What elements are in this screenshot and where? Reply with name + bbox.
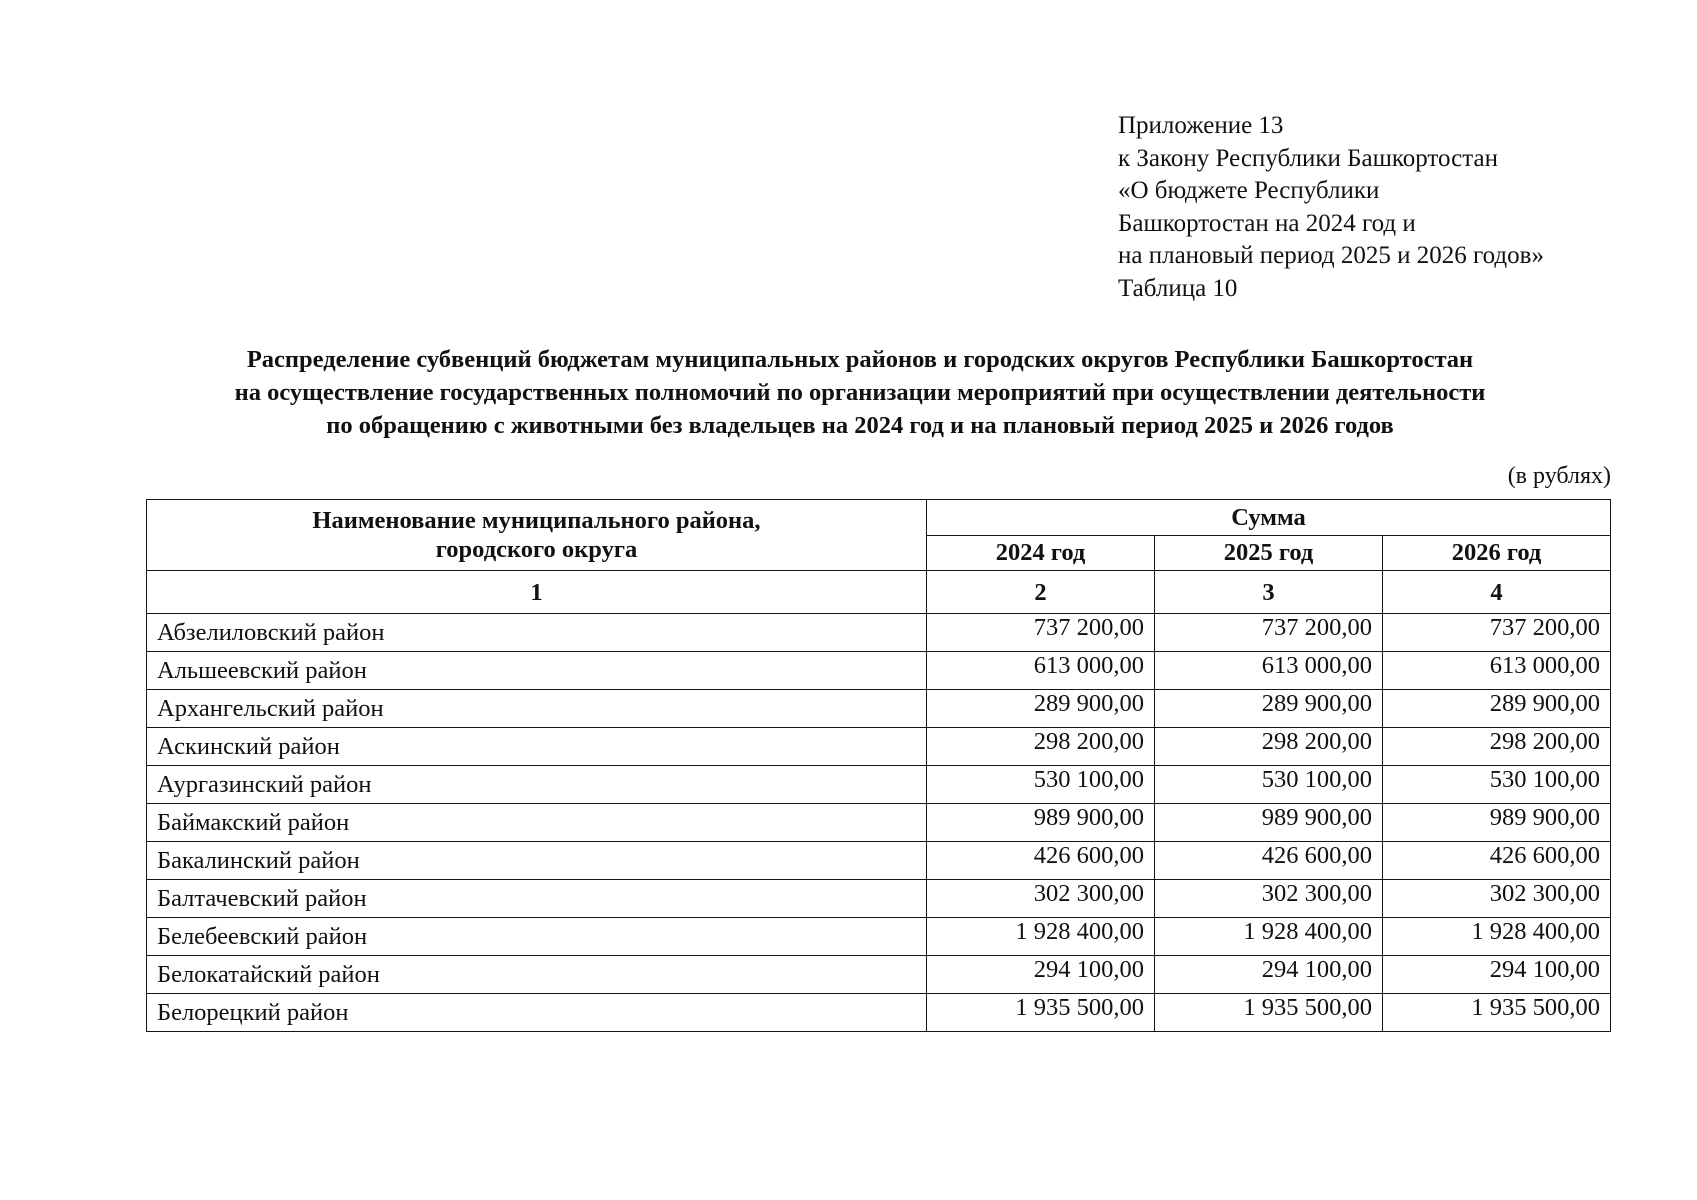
appendix-line: Таблица 10	[1118, 274, 1238, 302]
amount-2025: 1 935 500,00	[1155, 994, 1383, 1032]
appendix-line: «О бюджете Республики	[1118, 177, 1380, 204]
amount-2024: 1 935 500,00	[927, 994, 1155, 1032]
amount-2026: 302 300,00	[1383, 880, 1611, 918]
header-year-2025: 2025 год	[1155, 535, 1383, 571]
table-row	[147, 614, 1611, 652]
column-number: 2	[927, 571, 1155, 614]
appendix-line: Приложение 13	[1118, 112, 1284, 139]
units-note: (в рублях)	[1507, 463, 1611, 489]
amount-2026: 613 000,00	[1383, 652, 1611, 690]
district-name: Белокатайский район	[147, 956, 927, 994]
amount-2025: 294 100,00	[1155, 956, 1383, 994]
amount-2024: 989 900,00	[927, 804, 1155, 842]
amount-2026: 426 600,00	[1383, 842, 1611, 880]
district-name: Альшеевский район	[147, 652, 927, 690]
amount-2025: 302 300,00	[1155, 880, 1383, 918]
amount-2024: 302 300,00	[927, 880, 1155, 918]
appendix-line: Башкортостан на 2024 год и	[1118, 209, 1416, 237]
table-row	[147, 994, 1611, 1032]
amount-2024: 294 100,00	[927, 956, 1155, 994]
table-row	[147, 766, 1611, 804]
header-year-2026: 2026 год	[1383, 535, 1611, 571]
amount-2024: 426 600,00	[927, 842, 1155, 880]
appendix-block	[1118, 110, 1544, 305]
table-row	[147, 918, 1611, 956]
table-row	[147, 880, 1611, 918]
amount-2025: 613 000,00	[1155, 652, 1383, 690]
title-line: на осуществление государственных полномочий по организации мероприятий при осуществлении деятельности	[234, 379, 1486, 406]
table-row	[147, 956, 1611, 994]
district-name: Архангельский район	[147, 690, 927, 728]
district-name: Баймакский район	[147, 804, 927, 842]
district-name: Бакалинский район	[147, 842, 927, 880]
district-name: Белорецкий район	[147, 994, 927, 1032]
amount-2026: 298 200,00	[1383, 728, 1611, 766]
header-name-line: городского округа	[435, 536, 638, 563]
table-row	[147, 728, 1611, 766]
appendix-line: на плановый период 2025 и 2026 годов»	[1118, 242, 1544, 269]
column-number: 3	[1155, 571, 1383, 614]
district-name: Белебеевский район	[147, 918, 927, 956]
amount-2024: 289 900,00	[927, 690, 1155, 728]
header-year-2024: 2024 год	[927, 535, 1155, 571]
amount-2025: 737 200,00	[1155, 614, 1383, 652]
amount-2024: 1 928 400,00	[927, 918, 1155, 956]
table-row	[147, 652, 1611, 690]
amount-2025: 989 900,00	[1155, 804, 1383, 842]
amount-2026: 294 100,00	[1383, 956, 1611, 994]
amount-2024: 737 200,00	[927, 614, 1155, 652]
table-row	[147, 804, 1611, 842]
amount-2025: 289 900,00	[1155, 690, 1383, 728]
amount-2024: 530 100,00	[927, 766, 1155, 804]
amount-2026: 989 900,00	[1383, 804, 1611, 842]
amount-2025: 298 200,00	[1155, 728, 1383, 766]
amount-2024: 298 200,00	[927, 728, 1155, 766]
amount-2026: 530 100,00	[1383, 766, 1611, 804]
header-name-line: Наименование муниципального района,	[312, 507, 761, 534]
amount-2026: 289 900,00	[1383, 690, 1611, 728]
amount-2025: 426 600,00	[1155, 842, 1383, 880]
header-sum-cell: Сумма	[927, 500, 1611, 536]
subventions-table	[146, 499, 1611, 1032]
amount-2026: 1 935 500,00	[1383, 994, 1611, 1032]
amount-2026: 737 200,00	[1383, 614, 1611, 652]
amount-2025: 530 100,00	[1155, 766, 1383, 804]
amount-2024: 613 000,00	[927, 652, 1155, 690]
column-number: 4	[1383, 571, 1611, 614]
title-line: по обращению с животными без владельцев на 2024 год и на плановый период 2025 и 2026 годов	[326, 412, 1394, 439]
amount-2026: 1 928 400,00	[1383, 918, 1611, 956]
document-title	[130, 343, 1590, 442]
table-row	[147, 842, 1611, 880]
title-line: Распределение субвенций бюджетам муниципальных районов и городских округов Республики Башкортостан	[246, 346, 1474, 373]
district-name: Балтачевский район	[147, 880, 927, 918]
column-number: 1	[147, 571, 927, 614]
table-row	[147, 690, 1611, 728]
header-name-cell	[147, 500, 927, 571]
district-name: Абзелиловский район	[147, 614, 927, 652]
district-name: Аскинский район	[147, 728, 927, 766]
amount-2025: 1 928 400,00	[1155, 918, 1383, 956]
district-name: Аургазинский район	[147, 766, 927, 804]
appendix-line: к Закону Республики Башкортостан	[1118, 144, 1498, 172]
